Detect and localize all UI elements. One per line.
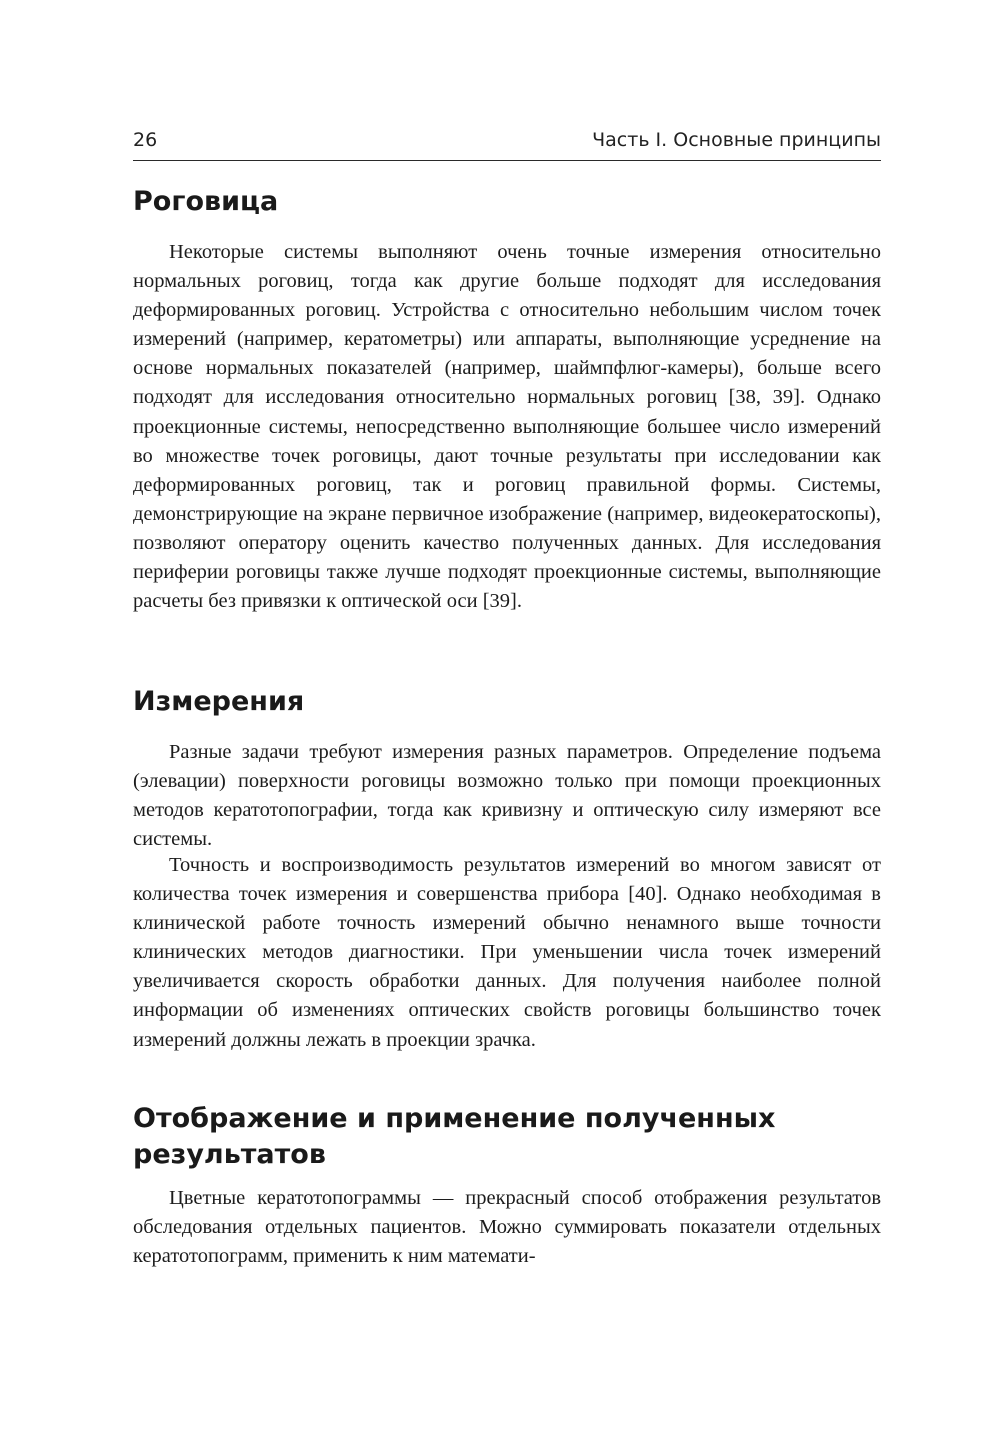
- display-paragraph: Цветные кератотопограммы — прекрасный способ отображения результатов обследования отдельных пациентов. Можно суммировать показатели отдельных кератотопограмм, применить к ним математи-: [133, 1187, 881, 1268]
- section-heading-cornea: Роговица: [133, 186, 279, 217]
- section-heading-measurements: Измерения: [133, 686, 305, 717]
- page-number: 26: [133, 129, 158, 151]
- running-header: [133, 120, 881, 161]
- measurements-paragraph-1: Разные задачи требуют измерения разных параметров. Определение подъема (элевации) поверхности роговицы возможно только при помощи проекционных методов кератотопографии, тогда как кривизну и оптическую силу измеряют все системы.: [133, 741, 881, 851]
- cornea-paragraph: Некоторые системы выполняют очень точные измерения относительно нормальных роговиц, тогда как другие больше подходят для исследования деформированных роговиц. Устройства с относительно небольшим числом точек измерений (например, кератометры) или аппараты, выполняющие усреднение на основе нормальных показателей (например, шаймпфлюг-камеры), больше всего подходят для исследования относительно нормальных роговиц [38, 39]. Однако проекционные системы, непосредственно выполняющие большее число измерений во множестве точек роговицы, дают точные результаты при исследовании как деформированных роговиц, так и роговиц правильной формы. Системы, демонстрирующие на экране первичное изображение (например, видеокератоскопы), позволяют оператору оценить качество полученных данных. Для исследования периферии роговицы также лучше подходят проекционные системы, выполняющие расчеты без привязки к оптической оси [39].: [133, 241, 881, 613]
- measurements-paragraph-2: Точность и воспроизводимость результатов измерений во многом зависят от количества точек измерения и совершенства прибора [40]. Однако необходимая в клинической работе точность измерений обычно ненамного выше точности клинических методов диагностики. При уменьшении числа точек измерений увеличивается скорость обработки данных. Для получения наиболее полной информации об изменениях оптических свойств роговицы большинство точек измерений должны лежать в проекции зрачка.: [133, 854, 881, 1051]
- chapter-title: Часть I. Основные принципы: [592, 129, 881, 151]
- section-heading-display: Отображение и применение полученных результатов: [133, 1103, 776, 1170]
